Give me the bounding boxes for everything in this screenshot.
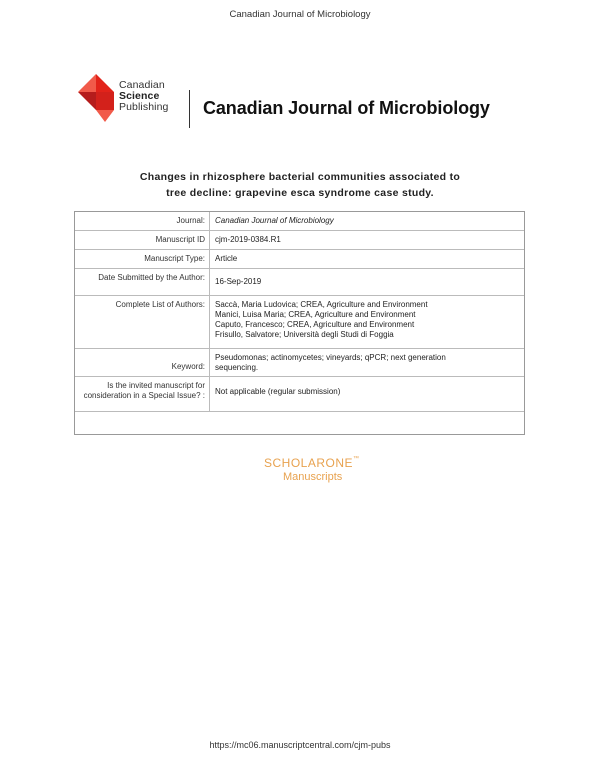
manuscript-type-value: Article [215,254,238,263]
row-label: Keyword: [75,349,210,376]
author-1: Saccà, Maria Ludovica; CREA, Agriculture and Environment [215,300,428,309]
row-label: Complete List of Authors: [75,296,210,348]
page-header: Canadian Journal of Microbiology [229,9,371,20]
row-label: Is the invited manuscript for consideration in a Special Issue? : [75,377,210,411]
keyword-line-2: sequencing. [215,363,259,372]
row-label: Manuscript Type: [75,250,210,268]
table-row [75,212,524,231]
keyword-line-1: Pseudomonas; actinomycetes; vineyards; qPCR; next generation [215,353,446,362]
row-value [215,349,520,380]
table-row [75,377,524,412]
table-row-empty [75,412,524,434]
paper-title [0,169,600,201]
csp-logo-mark-icon [76,72,116,128]
journal-logo [76,72,496,128]
table-row [75,296,524,349]
scholarone-brand-text: SCHOLARONE [264,456,354,470]
publisher-line-1: Canadian [119,79,165,91]
scholarone-tm: ™ [353,456,360,462]
date-submitted-value: 16-Sep-2019 [215,277,262,286]
logo-divider [189,90,190,128]
scholarone-product: Manuscripts [283,471,343,483]
table-row [75,349,524,377]
journal-value: Canadian Journal of Microbiology [215,216,334,225]
publisher-name [119,80,168,113]
paper-title-line-1: Changes in rhizosphere bacterial communities associated to [139,171,461,183]
table-row [75,231,524,250]
row-value [215,296,520,352]
manuscript-id-value: cjm-2019-0384.R1 [215,235,281,244]
publisher-line-3: Publishing [119,101,169,113]
author-3: Caputo, Francesco; CREA, Agriculture and Environment [215,320,415,329]
footer-url[interactable]: https://mc06.manuscriptcentral.com/cjm-pubs [209,740,391,750]
paper-title-line-2: tree decline: grapevine esca syndrome case study. [166,187,434,199]
table-row [75,269,524,296]
row-label: Date Submitted by the Author: [75,269,210,295]
author-2: Manici, Luisa Maria; CREA, Agriculture and Environment [215,310,416,319]
row-label: Journal: [75,212,210,230]
logo-journal-name: Canadian Journal of Microbiology [203,98,490,118]
special-issue-value: Not applicable (regular submission) [215,387,341,396]
table-row [75,250,524,269]
scholarone-brand [264,456,360,470]
publisher-line-2: Science [119,90,160,102]
row-label: Manuscript ID [75,231,210,249]
author-4: Frisullo, Salvatore; Università degli Studi di Foggia [215,330,394,339]
metadata-table [74,211,525,435]
